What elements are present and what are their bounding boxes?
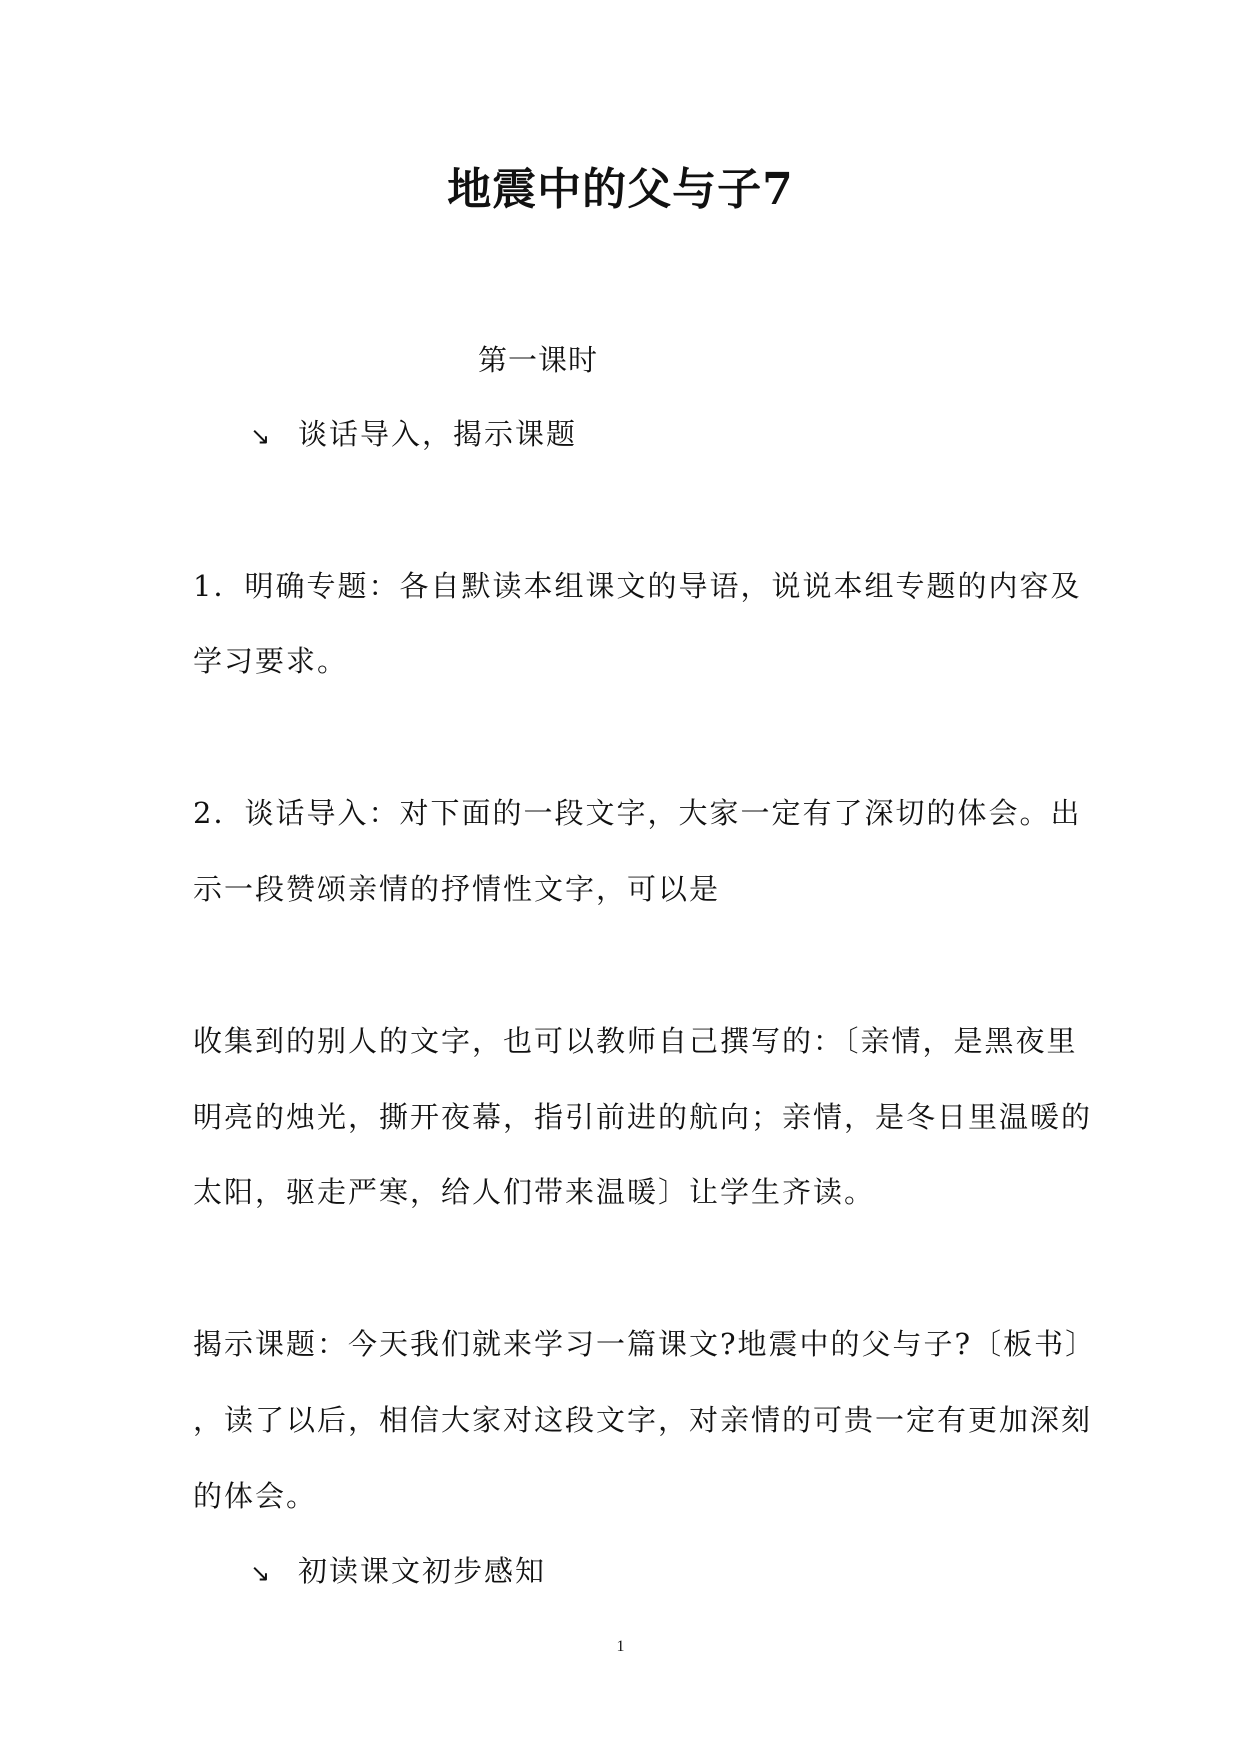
arrow-bullet-icon: ↘ xyxy=(250,422,273,450)
section-heading-1 xyxy=(250,414,577,456)
page-number: 1 xyxy=(616,1638,625,1655)
arrow-bullet-icon: ↘ xyxy=(250,1559,273,1587)
paragraph-line: 收集到的别人的文字，也可以教师自己撰写的：〔亲情，是黑夜里 xyxy=(193,1024,1078,1058)
paragraph-line: 学习要求。 xyxy=(193,644,349,678)
paragraph-line: 揭示课题：今天我们就来学习一篇课文?地震中的父与子?〔板书〕 xyxy=(193,1327,1097,1361)
paragraph-line: 2．谈话导入：对下面的一段文字，大家一定有了深切的体会。出 xyxy=(193,796,1082,830)
section-heading-text: 谈话导入，揭示课题 xyxy=(298,417,578,451)
lesson-label: 第一课时 xyxy=(478,343,599,377)
section-heading-text: 初读课文初步感知 xyxy=(298,1554,547,1588)
document-title: 地震中的父与子7 xyxy=(447,164,794,215)
paragraph-line: 太阳，驱走严寒，给人们带来温暖〕让学生齐读。 xyxy=(193,1175,876,1209)
paragraph-line: ，读了以后，相信大家对这段文字，对亲情的可贵一定有更加深刻 xyxy=(193,1403,1093,1437)
paragraph-line: 明亮的烛光，撕开夜幕，指引前进的航向；亲情，是冬日里温暖的 xyxy=(193,1100,1093,1134)
section-heading-2 xyxy=(250,1551,546,1593)
paragraph-line: 的体会。 xyxy=(193,1479,318,1513)
paragraph-line: 示一段赞颂亲情的抒情性文字，可以是 xyxy=(193,872,721,906)
paragraph-line: 1．明确专题：各自默读本组课文的导语，说说本组专题的内容及 xyxy=(193,569,1082,603)
